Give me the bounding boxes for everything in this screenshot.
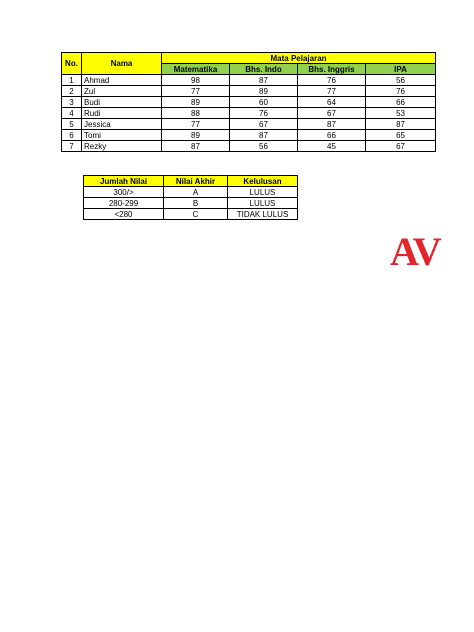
row-score: 76 (298, 75, 366, 86)
row-score: 89 (162, 130, 230, 141)
header-kelulusan: Kelulusan (228, 176, 298, 187)
row-no: 3 (62, 97, 82, 108)
grade-cell: C (164, 209, 228, 220)
table-row (62, 130, 436, 141)
row-score: 88 (162, 108, 230, 119)
logo-text-fragment: AV (390, 230, 441, 274)
row-nama: Budi (82, 97, 162, 108)
row-score: 89 (162, 97, 230, 108)
row-score: 87 (230, 75, 298, 86)
table-row (62, 97, 436, 108)
status-cell: LULUS (228, 187, 298, 198)
row-no: 4 (62, 108, 82, 119)
range-cell: 280-299 (84, 198, 164, 209)
row-score: 87 (230, 130, 298, 141)
row-score: 87 (162, 141, 230, 152)
table-row (84, 209, 298, 220)
table-row (62, 75, 436, 86)
row-no: 7 (62, 141, 82, 152)
row-score: 67 (298, 108, 366, 119)
row-score: 53 (366, 108, 436, 119)
row-score: 89 (230, 86, 298, 97)
header-subject-bhs-indo: Bhs. Indo (230, 64, 298, 75)
row-score: 66 (298, 130, 366, 141)
row-score: 56 (230, 141, 298, 152)
row-no: 6 (62, 130, 82, 141)
table-row (62, 86, 436, 97)
grade-cell: B (164, 198, 228, 209)
range-cell: <280 (84, 209, 164, 220)
row-nama: Rezky (82, 141, 162, 152)
row-nama: Ahmad (82, 75, 162, 86)
grade-criteria-table (83, 175, 298, 220)
row-score: 77 (298, 86, 366, 97)
row-score: 67 (230, 119, 298, 130)
row-score: 67 (366, 141, 436, 152)
row-no: 1 (62, 75, 82, 86)
header-jumlah-nilai: Jumlah Nilai (84, 176, 164, 187)
table-row (62, 108, 436, 119)
table-row (84, 198, 298, 209)
status-cell: TIDAK LULUS (228, 209, 298, 220)
row-score: 77 (162, 119, 230, 130)
row-nama: Rudi (82, 108, 162, 119)
table-row (62, 119, 436, 130)
header-mata-pelajaran: Mata Pelajaran (162, 53, 436, 64)
row-no: 2 (62, 86, 82, 97)
row-score: 98 (162, 75, 230, 86)
header-subject-matematika: Matematika (162, 64, 230, 75)
status-cell: LULUS (228, 198, 298, 209)
row-nama: Tomi (82, 130, 162, 141)
row-score: 64 (298, 97, 366, 108)
header-no: No. (62, 53, 82, 75)
row-score: 77 (162, 86, 230, 97)
header-subject-ipa: IPA (366, 64, 436, 75)
row-score: 45 (298, 141, 366, 152)
row-score: 60 (230, 97, 298, 108)
row-nama: Zul (82, 86, 162, 97)
row-score: 76 (230, 108, 298, 119)
row-score: 87 (366, 119, 436, 130)
range-cell: 300/> (84, 187, 164, 198)
table-row (62, 141, 436, 152)
table-row (84, 187, 298, 198)
student-scores-table (61, 52, 436, 152)
row-score: 56 (366, 75, 436, 86)
row-score: 66 (366, 97, 436, 108)
row-score: 87 (298, 119, 366, 130)
header-nama: Nama (82, 53, 162, 75)
header-subject-bhs-inggris: Bhs. Inggris (298, 64, 366, 75)
row-no: 5 (62, 119, 82, 130)
grade-cell: A (164, 187, 228, 198)
header-nilai-akhir: Nilai Akhir (164, 176, 228, 187)
row-score: 76 (366, 86, 436, 97)
row-nama: Jessica (82, 119, 162, 130)
row-score: 65 (366, 130, 436, 141)
